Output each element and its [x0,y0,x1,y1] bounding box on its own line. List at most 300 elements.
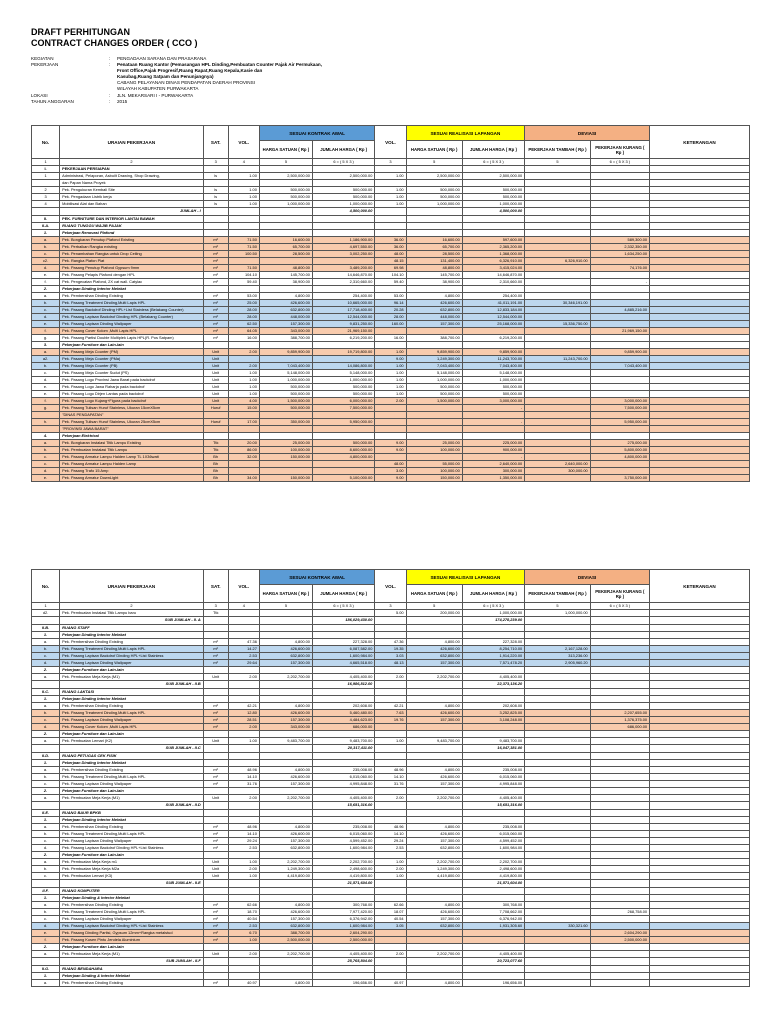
cell-jumlah-realisasi: 7,708,662.00 [462,909,524,916]
cell-harga-realisasi: 38,900.00 [406,279,462,286]
cell-sat: Bh [203,461,228,468]
cell-harga-realisasi [406,405,462,412]
table-row [32,930,750,937]
cell-sat: m² [203,781,228,788]
cell-kurang [590,223,649,230]
header-kontrak-awal: SESUAI KONTRAK AWAL [259,126,374,141]
cell-sat: Unit [203,738,228,745]
table-row [32,873,750,880]
cell-kurang [590,966,649,973]
cell-sat: m² [203,710,228,717]
cell-vol-realisasi [375,944,406,951]
cell-kurang [590,788,649,795]
cell-harga-realisasi: 25,000.00 [406,440,462,447]
cell-tambah [525,710,591,717]
cell-kurang [590,902,649,909]
cell-vol [228,944,259,951]
cell-harga-satuan [259,944,312,951]
cell-harga-realisasi: 200,000.00 [406,610,462,617]
cell-no: f. [32,937,60,944]
cell-jumlah-realisasi: 254,400.00 [462,293,524,300]
cell-sat [203,223,228,230]
cell-kurang [590,824,649,831]
cell-harga-satuan [259,880,312,888]
cell-harga-satuan [259,810,312,817]
cell-vol: 71.50 [228,244,259,251]
cell-sat [203,166,228,173]
cell-harga-realisasi: 1,500,000.00 [406,398,462,405]
cell-harga-realisasi [406,930,462,937]
cell-vol-realisasi [375,419,406,426]
cell-harga-satuan [259,817,312,824]
cell-tambah [525,902,591,909]
cell-sat [203,888,228,895]
table-row [32,909,750,916]
cell-jumlah-realisasi [462,760,524,767]
cell-sat: m² [203,314,228,321]
cell-tambah [525,639,591,646]
cell-tambah [525,724,591,731]
cell-vol-realisasi: 1.00 [375,859,406,866]
cell-vol-realisasi: 3.00 [375,468,406,475]
cell-vol-realisasi: 1.00 [375,384,406,391]
cell-jumlah-realisasi [462,412,524,419]
cell-kurang [590,845,649,852]
cell-vol-realisasi: 1.00 [375,391,406,398]
cell-jumlah-harga: 12,544,000.00 [312,314,374,321]
column-index: 3 [203,603,228,610]
cell-keterangan [650,391,750,398]
cell-sat [203,760,228,767]
table-row [32,639,750,646]
cell-uraian: Pek. Pasang Armatur Lampu Halden Lamp [60,461,204,468]
cell-vol: 29.64 [228,660,259,667]
cell-jumlah-harga: 4,484,623.00 [312,717,374,724]
cell-kurang [590,653,649,660]
cell-jumlah-realisasi: - [462,405,524,412]
cell-vol: 32.00 [228,454,259,461]
meta-value: JLN. MEKARSARI I - PURWAKARTA [117,92,194,98]
cell-uraian: Pek. Pasang Meja Counter (PM) [60,349,204,356]
cell-vol-realisasi [375,852,406,859]
cell-vol-realisasi: 9.00 [375,356,406,363]
cell-harga-realisasi: 4,800.00 [406,767,462,774]
cell-harga-satuan: 388,700.00 [259,335,312,342]
cell-sat: Unit [203,859,228,866]
cell-keterangan [650,461,750,468]
cell-vol: 16.00 [228,335,259,342]
cell-vol-realisasi: 40.54 [375,916,406,923]
cell-keterangan [650,944,750,951]
cell-uraian: Pekerjaan Furniture dan Lain-lain [60,667,204,674]
cell-keterangan [650,888,750,895]
cell-vol [228,230,259,237]
cell-jumlah-realisasi: 11,243,700.00 [462,356,524,363]
table-row [32,216,750,223]
header-vol-realisasi: VOL. [375,570,406,603]
cell-harga-realisasi: 157,300.00 [406,838,462,845]
cell-sat: m² [203,265,228,272]
cell-vol: 48.96 [228,767,259,774]
cell-vol: 2.53 [228,653,259,660]
cell-tambah [525,810,591,817]
cell-sat: m² [203,724,228,731]
cell-sat: m² [203,916,228,923]
cell-uraian: Pek. Pembuatan Meja Kerja (M1) [60,674,204,681]
cell-jumlah-harga: 227,328.00 [312,639,374,646]
cell-jumlah-harga: 4,995,848.00 [312,781,374,788]
cell-harga-realisasi: 426,600.00 [406,831,462,838]
cell-sat [203,817,228,824]
cell-vol-realisasi [375,625,406,632]
cell-uraian: Pek. Pasang Tulisan Huruf Stainless, Ukuran 25cmX5cm [60,419,204,426]
cell-jumlah-harga: 17,718,400.00 [312,307,374,314]
cell-tambah [525,433,591,440]
cell-kurang [590,321,649,328]
cell-uraian: Pek. Pembersihan Dinding Existing [60,767,204,774]
cell-tambah [525,958,591,966]
cell-sat: Unit [203,866,228,873]
cell-vol-realisasi [375,208,406,216]
cell-vol: 104.10 [228,272,259,279]
cell-vol-realisasi: 3.05 [375,923,406,930]
cell-keterangan [650,617,750,625]
cell-harga-realisasi: 1,249,300.00 [406,866,462,873]
cell-uraian: Pek. Pasang Trafo 15 Amp [60,468,204,475]
cell-sat: m² [203,909,228,916]
cell-no: a2. [32,356,60,363]
cell-vol [228,696,259,703]
cell-no: b. [32,300,60,307]
cell-uraian: Pek. Pasang Cover Kolom ,Multi Lapis HPL [60,724,204,731]
cell-tambah [525,852,591,859]
cell-harga-realisasi: 157,300.00 [406,916,462,923]
meta-value: Kasubag,Ruang Satpam dan Penunjangnya) [117,74,214,80]
cell-jumlah-harga: 186,029,430.00 [312,617,374,625]
cell-jumlah-realisasi: 3,415,024.00 [462,265,524,272]
document-title-line1: DRAFT PERHITUNGAN [31,27,130,37]
cell-tambah [525,279,591,286]
cell-jumlah-realisasi: 225,000.00 [462,440,524,447]
cell-tambah [525,426,591,433]
cell-sat [203,958,228,966]
cell-vol [228,468,259,475]
cell-vol-realisasi: 31.76 [375,781,406,788]
cell-kurang: 2,332,350.00 [590,244,649,251]
cell-keterangan [650,625,750,632]
cell-no: g. [32,335,60,342]
cell-jumlah-harga [312,944,374,951]
cell-vol-realisasi [375,454,406,461]
cell-vol-realisasi [375,973,406,980]
table-row [32,335,750,342]
cell-jumlah-realisasi: 4,419,800.00 [462,873,524,880]
cell-sat [203,632,228,639]
cell-tambah [525,230,591,237]
cell-sat [203,230,228,237]
cell-kurang [590,944,649,951]
table-row [32,370,750,377]
cell-vol: 1.00 [228,377,259,384]
cell-vol [228,208,259,216]
cell-kurang [590,681,649,689]
cell-jumlah-harga: 7,977,420.00 [312,909,374,916]
cell-keterangan [650,356,750,363]
cell-harga-satuan [259,216,312,223]
cell-jumlah-harga [312,966,374,973]
cell-no: b. [32,831,60,838]
cell-no: h. [32,419,60,426]
cell-harga-satuan [259,667,312,674]
cell-sat: m² [203,774,228,781]
cell-tambah: 2,167,128.00 [525,646,591,653]
cell-jumlah-realisasi: 15,651,316.00 [462,802,524,810]
cell-vol-realisasi: 1.00 [375,873,406,880]
cell-uraian: Pekerjaan Dinding Interior Melekat [60,286,204,293]
cell-uraian: Pek. Pasang Lapisan Dinding Wallpaper [60,781,204,788]
cell-tambah: 11,243,700.00 [525,356,591,363]
cell-jumlah-realisasi: 2,500,000.00 [462,173,524,180]
cell-uraian: Pekerjaan Furniture dan Lain-lain [60,944,204,951]
cell-vol [228,802,259,810]
cell-kurang [590,625,649,632]
cell-kurang [590,230,649,237]
cell-jumlah-realisasi: 500,000.00 [462,194,524,201]
cell-no [32,208,60,216]
cell-uraian: Pek. Pasang Kusen Pintu Jendela Aluminium [60,937,204,944]
cell-jumlah-realisasi [462,342,524,349]
cell-vol-realisasi [375,753,406,760]
cell-keterangan [650,895,750,902]
cell-harga-satuan: 448,000.00 [259,314,312,321]
cell-keterangan [650,187,750,194]
cell-harga-satuan [259,230,312,237]
table-row [32,646,750,653]
cell-kurang [590,767,649,774]
cell-vol: 15.00 [228,405,259,412]
cell-kurang [590,817,649,824]
cell-vol-realisasi: 69.98 [375,265,406,272]
cell-vol-realisasi: 48.96 [375,767,406,774]
cell-jumlah-harga: 5,950,000.00 [312,419,374,426]
cell-sat: m² [203,272,228,279]
cell-kurang: 9,859,900.00 [590,349,649,356]
cell-uraian: Pek. Pengadaan Listrik kerja [60,194,204,201]
cell-vol: 100.50 [228,251,259,258]
cell-harga-realisasi: 426,600.00 [406,774,462,781]
cell-harga-satuan: 1,500,000.00 [259,398,312,405]
cell-keterangan [650,810,750,817]
cell-harga-realisasi: 448,000.00 [406,314,462,321]
header-jumlah-harga-realisasi: JUMLAH HARGA ( Rp ) [462,585,524,603]
cell-vol-realisasi [375,724,406,731]
cell-harga-realisasi [406,454,462,461]
cell-harga-realisasi: 48,800.00 [406,265,462,272]
cell-no: b. [32,866,60,873]
cell-jumlah-realisasi [462,230,524,237]
cell-vol-realisasi: 2.00 [375,866,406,873]
cell-harga-satuan [259,852,312,859]
cell-uraian: "DINAS PENDAPATAN" [60,412,204,419]
cell-vol: 28.00 [228,307,259,314]
cell-vol-realisasi: 7.63 [375,710,406,717]
cell-kurang [590,674,649,681]
cell-kurang [590,852,649,859]
cell-vol [228,258,259,265]
cell-uraian: Pek. Bongkaran Instalasi Titik Lampu Existing [60,440,204,447]
cell-uraian: Pekerjaan Dinding Interior Melekat [60,760,204,767]
cell-vol: 4.00 [228,398,259,405]
cell-no: II.A. [32,223,60,230]
cell-no: a. [32,293,60,300]
header-jumlah-harga: JUMLAH HARGA ( Rp ) [312,141,374,159]
cell-jumlah-realisasi: 4,500,000.00 [462,208,524,216]
cell-vol: 6.70 [228,930,259,937]
cell-jumlah-realisasi: 2,310,660.00 [462,279,524,286]
cell-jumlah-harga: 1,000,000.00 [312,377,374,384]
cell-keterangan [650,866,750,873]
cell-jumlah-harga: 686,000.00 [312,724,374,731]
cell-tambah [525,873,591,880]
cell-harga-realisasi: 426,600.00 [406,909,462,916]
cell-no: a. [32,639,60,646]
cell-vol-realisasi: 36.00 [375,237,406,244]
cell-no: a. [32,237,60,244]
cell-jumlah-harga [312,412,374,419]
cell-harga-realisasi: 157,300.00 [406,781,462,788]
cell-uraian: Pek. Pembuatan Lemari (K2) [60,738,204,745]
cell-uraian: Pek. Pasang Lapisan Dinding Wallpaper [60,321,204,328]
cell-jumlah-harga [312,632,374,639]
cell-no: II.D. [32,753,60,760]
table-row [32,258,750,265]
table-row [32,251,750,258]
cell-tambah [525,980,591,987]
cell-jumlah-realisasi: 3,000,000.00 [462,398,524,405]
cell-vol-realisasi: 1.00 [375,349,406,356]
cell-keterangan [650,824,750,831]
header-realisasi: SESUAI REALISASI LAPANGAN [406,126,525,141]
table-row [32,201,750,208]
cell-tambah [525,745,591,753]
cell-vol-realisasi: 14.10 [375,831,406,838]
cell-kurang: 1,634,250.00 [590,251,649,258]
cell-kurang [590,187,649,194]
cell-keterangan [650,272,750,279]
table-row [32,781,750,788]
cell-vol-realisasi: 29.24 [375,838,406,845]
cell-harga-realisasi [406,724,462,731]
cell-vol [228,216,259,223]
cell-uraian: Pek. Pasang Treatment Dinding,Multi Lapis HPL [60,774,204,781]
cell-no: II.C. [32,689,60,696]
header-harga-satuan: HARGA SATUAN ( Rp ) [259,585,312,603]
cell-keterangan [650,689,750,696]
meta-label: PEKERJAAN [31,62,59,68]
cell-tambah [525,405,591,412]
cell-jumlah-harga: 1,600,984.00 [312,845,374,852]
column-index: 4 [228,603,259,610]
cell-vol-realisasi: 1.00 [375,173,406,180]
cell-jumlah-realisasi: 41,011,191.00 [462,300,524,307]
cell-keterangan [650,831,750,838]
cell-jumlah-realisasi: 235,008.00 [462,824,524,831]
cell-keterangan [650,802,750,810]
cell-sat: m² [203,717,228,724]
cell-harga-satuan: 500,000.00 [259,194,312,201]
table-row [32,738,750,745]
cell-sat: m² [203,307,228,314]
cell-keterangan [650,710,750,717]
cell-no: II.F. [32,888,60,895]
cell-jumlah-realisasi: 500,000.00 [462,384,524,391]
cell-harga-satuan: 2,202,700.00 [259,859,312,866]
cell-uraian: Pekerjaan Dinding & Interior Melekat [60,895,204,902]
cell-jumlah-harga [312,810,374,817]
cell-jumlah-realisasi [462,973,524,980]
cell-sat: m² [203,923,228,930]
cell-vol [228,356,259,363]
cell-harga-satuan [259,468,312,475]
column-index: 5 [259,603,312,610]
column-index: 6 = ( 5 X 3 ) [590,159,649,166]
cell-jumlah-realisasi [462,731,524,738]
cell-jumlah-harga [312,696,374,703]
column-index: 2 [60,159,204,166]
cell-tambah [525,944,591,951]
cell-tambah [525,973,591,980]
table-row [32,230,750,237]
cell-harga-realisasi [406,180,462,187]
cell-vol-realisasi: 19.76 [375,717,406,724]
table-row [32,244,750,251]
cell-kurang [590,916,649,923]
cell-jumlah-harga [312,973,374,980]
cell-tambah [525,731,591,738]
cell-jumlah-realisasi: 22,373,136.20 [462,681,524,689]
cell-uraian: Pek. Pasang Logo Provinsi Jawa Barat pada backdrof [60,377,204,384]
cell-jumlah-harga: 500,000.00 [312,194,374,201]
header-jumlah-harga: JUMLAH HARGA ( Rp ) [312,585,374,603]
cell-harga-satuan: 2,202,700.00 [259,674,312,681]
cell-harga-satuan: 1,000,000.00 [259,377,312,384]
cell-sat: Unit [203,951,228,958]
cell-sat: Bh [203,454,228,461]
cell-no: c. [32,454,60,461]
cell-no: f. [32,398,60,405]
cell-uraian: SUB JUMLAH - II.F [60,958,204,966]
cell-keterangan [650,173,750,180]
cell-no: d. [32,845,60,852]
table-row [32,461,750,468]
table-row [32,824,750,831]
cell-uraian: Pekerjaan Renovasi Plafond [60,230,204,237]
table-row [32,696,750,703]
cell-tambah [525,342,591,349]
table-row [32,447,750,454]
cell-keterangan [650,674,750,681]
cell-jumlah-realisasi [462,895,524,902]
cell-no: 3. [32,342,60,349]
cell-jumlah-harga [312,286,374,293]
cell-kurang [590,831,649,838]
table-row [32,321,750,328]
cell-jumlah-realisasi: 1,000,000.00 [462,610,524,617]
cell-sat: Ttk [203,610,228,617]
cell-kurang [590,866,649,873]
meta-label: LOKASI [31,92,48,98]
cell-harga-realisasi [406,944,462,951]
